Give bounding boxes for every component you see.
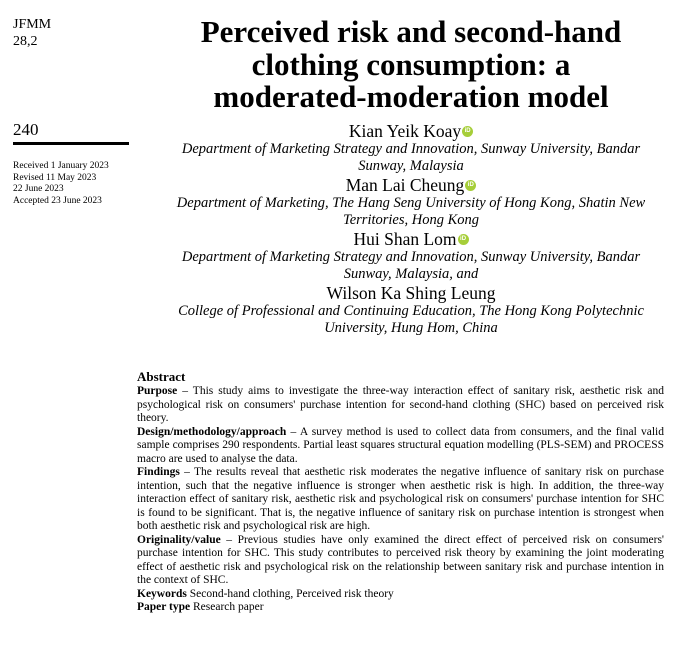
abstract xyxy=(137,369,664,615)
title-line: Perceived risk and second-hand xyxy=(200,14,622,49)
affiliation: College of Professional and Continuing Education, The Hong Kong Polytechnic xyxy=(178,303,644,319)
journal-volume: 28,2 xyxy=(13,34,38,49)
author-block xyxy=(138,229,684,283)
affiliation: Sunway, Malaysia xyxy=(358,158,464,174)
journal-info xyxy=(13,16,51,50)
title-line: moderated-moderation model xyxy=(213,79,609,114)
author-name: Hui Shan Lom xyxy=(353,229,457,249)
section-text: – This study aims to investigate the three-way interaction effect of sanitary risk, aesthetic risk and psychological risk on consumers' purchase intention for second-hand clothing (SHC) based on perceived risk theory. xyxy=(137,385,664,424)
abstract-purpose xyxy=(137,385,664,426)
paper-type xyxy=(137,601,664,615)
revised-date: Revised 11 May 2023 xyxy=(13,172,97,183)
divider xyxy=(13,142,129,145)
author-name: Man Lai Cheung xyxy=(345,175,465,195)
received-date: Received 1 January 2023 xyxy=(13,161,109,171)
section-text: – A survey method is used to collect data from consumers, and the final valid sample comprises 290 respondents. Partial least squares structural equation modelling (PLS-SEM) and PROCESS macro are used to analyse the data. xyxy=(137,425,664,465)
orcid-icon[interactable]: iD xyxy=(458,234,469,245)
abstract-heading: Abstract xyxy=(137,369,186,384)
author-name: Wilson Ka Shing Leung xyxy=(326,283,496,303)
accepted-date: Accepted 23 June 2023 xyxy=(13,195,102,206)
revised-date-2: 22 June 2023 xyxy=(13,184,64,194)
affiliation: Sunway, Malaysia, and xyxy=(343,266,479,282)
author-block xyxy=(138,175,684,229)
author-list xyxy=(138,121,684,337)
orcid-icon[interactable]: iD xyxy=(465,180,476,191)
title-line: clothing consumption: a xyxy=(251,46,571,82)
abstract-findings xyxy=(137,466,664,534)
journal-code: JFMM xyxy=(13,17,52,32)
paper-type-label: Paper type xyxy=(137,601,191,613)
paper-type-text: Research paper xyxy=(190,601,264,613)
section-text: – Previous studies have only examined the direct effect of perceived risk on consumers' purchase intention for SHC. This study contributes to perceived risk theory by examining the joint moderating effect of aesthetic risk and psychological risk on the relationship between sanitary risk and purchase intention in the context of SHC. xyxy=(137,533,664,586)
paper-title xyxy=(138,16,684,114)
author-name: Kian Yeik Koay xyxy=(348,121,462,141)
orcid-icon[interactable]: iD xyxy=(462,126,473,137)
author-block xyxy=(138,283,684,337)
section-text: – The results reveal that aesthetic risk moderates the negative influence of sanitary risk on purchase intention, such that the negative influence is stronger when aesthetic risk is high. In addition, the three-way interaction effect of sanitary risk, aesthetic risk and psychological risk on consumers' purchase intention for SHC is found to be significant. That is, the negative influence of sanitary risk on purchase intention is strongest when both aesthetic risk and psychological risk are high. xyxy=(137,466,664,532)
affiliation: Territories, Hong Kong xyxy=(342,212,480,228)
article-history xyxy=(13,161,109,207)
section-label: Originality/value xyxy=(137,533,221,546)
author-block xyxy=(138,121,684,175)
affiliation: Department of Marketing Strategy and Innovation, Sunway University, Bandar xyxy=(181,141,641,157)
affiliation: Department of Marketing Strategy and Innovation, Sunway University, Bandar xyxy=(181,249,641,265)
abstract-originality xyxy=(137,534,664,588)
page-number: 240 xyxy=(13,120,39,139)
keywords-text: Second-hand clothing, Perceived risk theory xyxy=(186,587,394,600)
section-label: Purpose xyxy=(137,385,178,397)
keywords xyxy=(137,588,664,602)
section-label: Design/methodology/approach xyxy=(137,425,287,438)
affiliation: University, Hung Hom, China xyxy=(324,320,498,336)
section-label: Findings xyxy=(137,466,180,478)
keywords-label: Keywords xyxy=(137,587,187,600)
abstract-design xyxy=(137,426,664,467)
affiliation: Department of Marketing, The Hang Seng University of Hong Kong, Shatin New xyxy=(176,195,646,211)
